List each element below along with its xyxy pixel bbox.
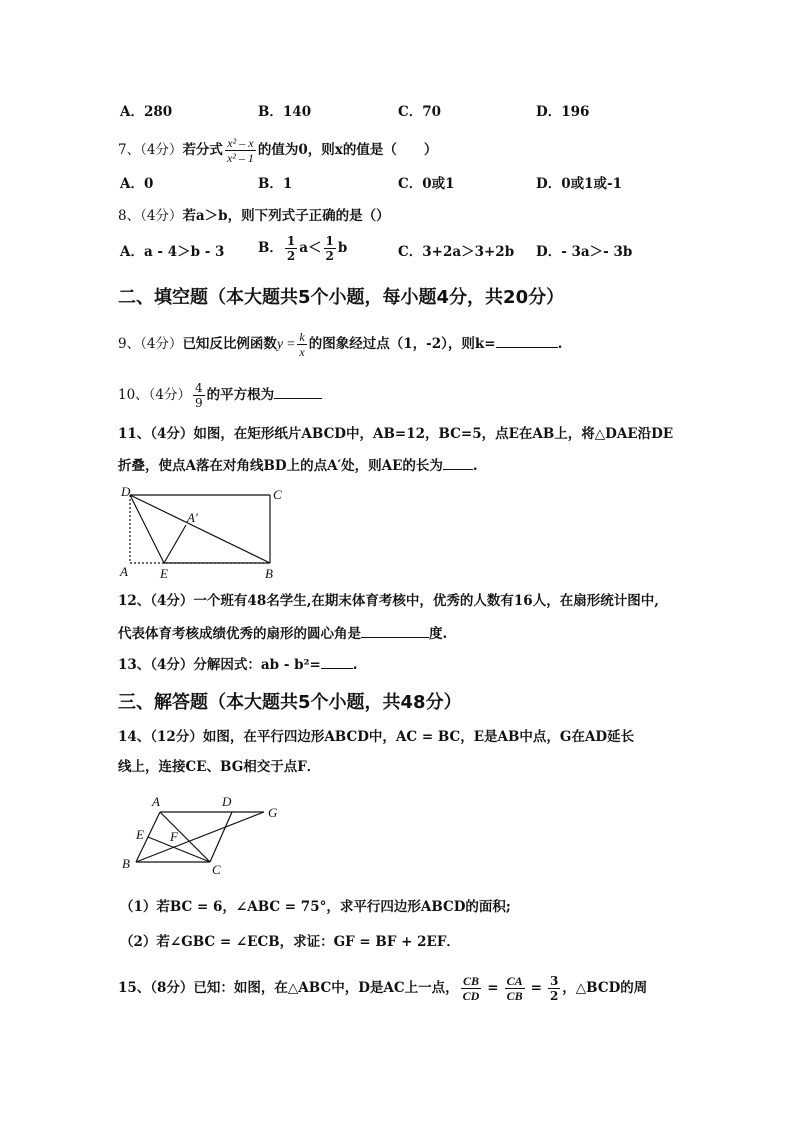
q15-frac2-num: CA [506,974,523,988]
q14-diagonal-ac [160,812,210,862]
q6-option-c: C．70 [398,104,442,120]
q8-question [118,207,390,225]
q8-b-frac1-num: 1 [286,234,296,248]
q11-label-a: A [120,564,128,579]
q14-line1: 14、（12分）如图，在平行四边形ABCD中，AC = BC，E是AB中点，G在AD延长 [118,729,635,745]
q14-label-a: A [152,794,160,809]
q14-part1: （1）若BC = 6，∠ABC = 75°，求平行四边形ABCD的面积; [120,899,511,915]
q14-line-ce [148,837,210,862]
q12-line2 [118,623,447,643]
q8-option-b-frac2 [324,234,336,263]
q7-pre: 若分式 [182,142,223,158]
q14-label-d: D [222,794,232,809]
q8-option-b-label: B． [258,240,283,256]
q15-frac2-den: CB [506,989,523,1003]
q9-answer-blank [496,333,558,348]
q11-segment-ea2 [164,525,186,563]
section3-title: 三、解答题（本大题共5个小题，共48分） [118,692,462,713]
q8-option-b [258,234,347,263]
q15-frac3-den: 2 [549,989,559,1003]
q11-line1: 11、（4分）如图，在矩形纸片ABCD中，AB=12，BC=5，点E在AB上，将△DAE沿DE [118,426,674,442]
q10-frac-num: 4 [195,381,203,395]
q14-side-cd [210,812,232,862]
q13-text: 13、（4分）分解因式：ab - b²= [118,657,321,673]
q10-post: 的平方根为 [206,387,275,403]
q15-frac2 [505,974,525,1003]
q15-frac1-den: CD [462,989,480,1003]
q15-eq1: = [487,980,499,996]
q14-label-c: C [212,862,221,877]
q15-frac3 [548,974,560,1003]
section2-title: 二、填空题（本大题共5个小题，每小题4分，共20分） [118,287,565,308]
q8-b-frac1-den: 2 [286,249,296,263]
q9-y: y = [276,336,296,351]
q7-option-c: C．0或1 [398,176,455,192]
q10-frac-den: 9 [195,396,203,410]
q7-number: 7、（4分） [118,142,183,158]
q11-fold-de [130,495,164,563]
q6-option-b: B．140 [258,104,312,120]
q14-label-b: B [122,856,130,871]
q10-number: 10、（4分） [118,387,192,403]
q6-option-a: A．280 [120,104,173,120]
q14-line-bg [136,812,264,862]
q15-frac1 [461,974,482,1003]
q15-frac3-num: 3 [549,974,559,988]
q8-option-c: C．3+2a＞3+2b [398,244,515,260]
q11-label-b: B [265,566,273,581]
q14-parallelogram-figure [112,790,292,880]
q10-fraction [193,381,205,410]
q14-label-e: E [136,827,144,842]
q9-frac-den: x [299,345,305,359]
q15-question [118,974,647,1003]
q11-label-d: D [121,484,131,499]
q7-frac-den: x² – 1 [226,151,254,165]
q12-line1: 12、（4分）一个班有48名学生,在期末体育考核中，优秀的人数有16人，在扇形统计图中, [118,593,659,609]
q15-pre: 15、（8分）已知：如图，在△ABC中，D是AC上一点， [118,980,459,996]
q11-label-c: C [273,487,282,502]
q9-post: 的图象经过点（1，-2），则k= [308,336,496,352]
q9-number: 9、（4分） [118,336,183,352]
q11-label-e: E [160,566,168,581]
q8-option-a: A．a - 4＞b - 3 [120,244,225,260]
q12-end: 度. [429,626,448,642]
q7-option-d: D．0或1或-1 [536,176,622,192]
q11-line2-text: 折叠，使点A落在对角线BD上的点A′处，则AE的长为 [118,458,443,474]
q11-diagonal-bd [130,495,270,563]
q10-answer-blank [274,384,322,399]
q8-option-b-frac1 [285,234,297,263]
q8-b-frac2-den: 2 [325,249,334,263]
q8-b-frac2-num: 1 [325,234,334,248]
q12-line2-text: 代表体育考核成绩优秀的扇形的圆心角是 [118,626,361,642]
q14-label-f: F [170,829,178,844]
q15-frac1-num: CB [462,974,479,988]
q9-question [118,330,562,359]
q15-eq2: = [530,980,542,996]
q7-fraction [225,136,256,165]
q9-fraction [297,330,306,359]
q9-frac-num: k [299,330,305,344]
q13-question [118,654,358,674]
q14-line2: 线上，连接CE、BG相交于点F． [118,759,321,775]
q7-option-b: B．1 [258,176,293,192]
q13-answer-blank [321,654,353,669]
q12-answer-blank [361,623,429,638]
q11-rectangle-figure [112,483,292,583]
q11-line2 [118,455,478,475]
q7-question [118,136,437,165]
q11-label-a-prime: A′ [187,510,198,525]
q7-frac-num: x² – x [227,136,254,150]
q9-end: . [557,336,563,352]
q14-label-g: G [268,805,278,820]
q6-option-d: D．196 [536,104,590,120]
q8-number: 8、（4分） [118,208,183,224]
q8-option-b-end: b [337,240,348,256]
q7-option-a: A．0 [120,176,154,192]
q14-part2: （2）若∠GBC = ∠ECB，求证：GF = BF + 2EF． [120,934,460,950]
q9-pre: 已知反比例函数 [182,336,277,352]
q15-post: ，△BCD的周 [562,980,648,996]
q8-text: 若a＞b，则下列式子正确的是（） [182,208,390,224]
q13-end: . [352,657,358,673]
q8-option-b-mid: a＜ [299,240,322,256]
q11-answer-blank [443,455,473,470]
q8-option-d: D．- 3a＞- 3b [536,244,633,260]
q10-question [118,381,322,410]
q7-post: 的值为0，则x的值是（ ） [257,142,438,158]
q11-end: . [472,458,478,474]
